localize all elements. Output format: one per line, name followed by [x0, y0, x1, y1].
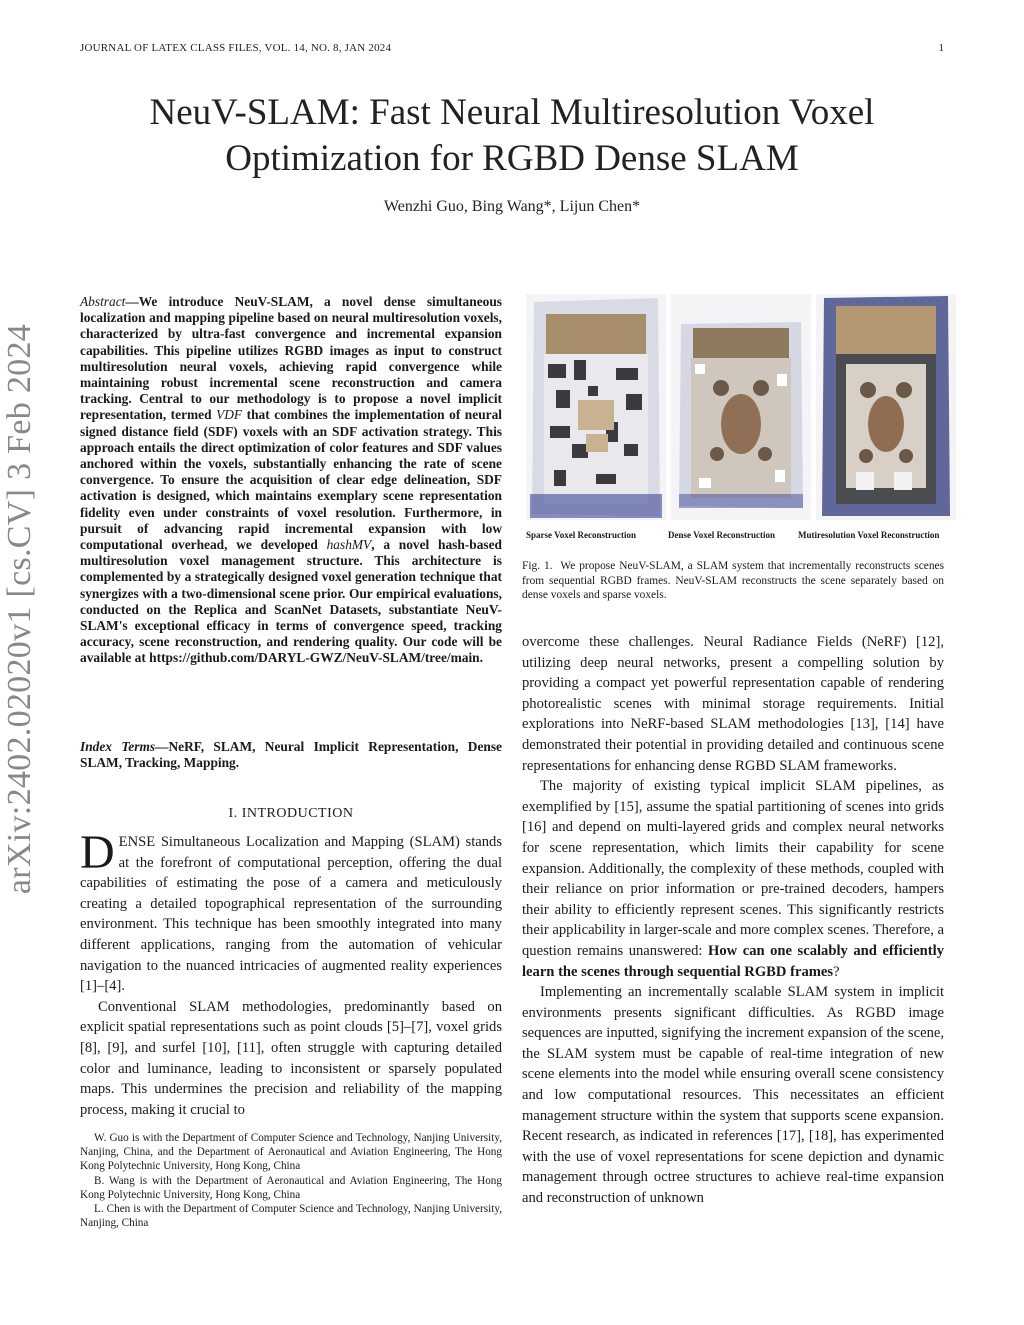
- right-p2-end: ?: [833, 963, 840, 980]
- label-sparse: Sparse Voxel Reconstruction: [526, 530, 636, 540]
- term-vdf: VDF: [216, 407, 243, 423]
- affiliation-footnotes: [80, 1131, 502, 1230]
- abstract-text-2: that combines the implementation of neural signed distance field (SDF) voxels with an SDF activation strategy. This approach entails the direct optimization of color features and SDF values anchored within the voxels, substantially enhancing the rate of scene convergence. To ensure the acquisition of clear edge delineation, SDF activation is designed, which maintains exemplary scene representation fidelity even under constraints of voxel resolution. Furthermore, in pursuit of advancing rapid incremental expansion with low computational overhead, we developed: [80, 407, 503, 553]
- figure-caption: [522, 559, 944, 603]
- section-title: INTRODUCTION: [241, 806, 354, 821]
- author-list: Wenzhi Guo, Bing Wang*, Lijun Chen*: [383, 198, 641, 215]
- caption-label: Fig. 1.: [522, 560, 553, 572]
- intro-body: [80, 826, 502, 1120]
- drop-cap: D: [80, 826, 115, 879]
- index-terms-label: Index Terms: [80, 739, 156, 754]
- abstract-text-3: , a novel hash-based multiresolution voxel management structure. This architecture is complemented by a strategically designed voxel generation technique that synergizes with a two-dimensional scene prior. Our empirical evaluations, conducted on the Replica and ScanNet Datasets, substantiate NeuV-SLAM's exceptional efficacy in terms of convergence speed, tracking accuracy, scene reconstruction, and rendering quality. Our code will be available at https://github.com/DARYL-GWZ/NeuV-SLAM/tree/main.: [80, 537, 502, 666]
- abstract-label: Abstract: [80, 294, 126, 309]
- label-dense: Dense Voxel Reconstruction: [668, 530, 775, 540]
- research-question: How can one scalably and efficiently learn the scenes through sequential RGBD frames: [522, 942, 944, 980]
- title-line-1: NeuV-SLAM: Fast Neural Multiresolution Voxel: [149, 92, 875, 133]
- figure-1-image: [526, 294, 956, 520]
- title-line-2: Optimization for RGBD Dense SLAM: [225, 138, 799, 179]
- intro-paragraph-2: Conventional SLAM methodologies, predominantly based on explicit spatial representations such as point clouds [5]–[7], voxel grids [8], [9], and surfel [10], [11], often struggle with capturing detailed color and luminance, leading to inconsistent or sparsely populated maps. This undermines the precision and reliability of the mapping process, making it crucial to: [80, 998, 502, 1118]
- multiresolution-voxel-render: [816, 294, 956, 520]
- paper-title: [0, 90, 1024, 182]
- running-header: JOURNAL OF LATEX CLASS FILES, VOL. 14, NO. 8, JAN 2024: [80, 42, 392, 54]
- label-multiresolution: Mutiresolution Voxel Reconstruction: [798, 530, 940, 540]
- right-paragraph-1: overcome these challenges. Neural Radiance Fields (NeRF) [12], utilizing deep neural networks, present a compelling solution by providing a compact yet powerful representation capable of rendering photorealistic scenes with minimal storage requirements. Initial explorations into NeRF-based SLAM methodologies [13], [14] have demonstrated their potential in providing detailed and continuous scene representations for enhancing dense RGBD SLAM frameworks.: [522, 634, 944, 774]
- right-p2-text: The majority of existing typical implicit SLAM pipelines, as exemplified by [15], assume the spatial partitioning of scenes into grids [16] and depend on multi-layered grids and complex neural networks for scene representation, which limits their capability for scene expansion. Additionally, the complexity of these methods, coupled with their reliance on prior information or pre-trained decoders, hampers their ability to efficiently represent scenes. This significantly restricts their applicability in larger-scale and more complex scenes. Therefore, a question remains unanswered:: [522, 778, 944, 959]
- abstract-text-1: —We introduce NeuV-SLAM, a novel dense simultaneous localization and mapping pipeline based on neural multiresolution voxels, characterized by ultra-fast convergence and incremental expansion capabilities. This pipeline utilizes RGBD images as input to construct multiresolution neural voxels, achieving rapid convergence while maintaining robust incremental scene reconstruction and camera tracking. Central to our methodology is to propose a novel implicit representation, termed: [80, 294, 502, 423]
- dense-voxel-render: [671, 294, 811, 520]
- intro-p1-text: ENSE Simultaneous Localization and Mapping (SLAM) stands at the forefront of computational perception, offering the dual capabilities of estimating the pose of a camera and meticulously creating a detailed topographical representation of the surrounding environment. This technique has been smoothly integrated into many different applications, ranging from the automation of vehicular navigation to the nuanced intricacies of augmented reality experiences [1]–[4].: [80, 834, 502, 995]
- right-column-body: [522, 632, 944, 1209]
- section-heading: [80, 806, 502, 822]
- caption-text: We propose NeuV-SLAM, a SLAM system that incrementally reconstructs scenes from sequential RGBD frames. NeuV-SLAM reconstructs the scene separately based on dense voxels and sparse voxels.: [522, 560, 945, 602]
- right-paragraph-2: [522, 776, 944, 982]
- intro-paragraph-1: [80, 826, 502, 997]
- footnote-2: B. Wang is with the Department of Aeronautical and Aviation Engineering, The Hong Kong Polytechnic University, Hong Kong, China: [80, 1174, 502, 1201]
- index-terms: [80, 739, 502, 771]
- footnote-1: W. Guo is with the Department of Computer Science and Technology, Nanjing University, Nanjing, China, and the Department of Aeronautical and Aviation Engineering, The Hong Kong Polytechnic University, Hong Kong, China: [80, 1132, 502, 1173]
- term-hashmv: hashMV: [326, 537, 372, 553]
- arxiv-identifier: arXiv:2402.02020v1 [cs.CV] 3 Feb 2024: [1, 323, 38, 895]
- section-number: I.: [228, 806, 238, 821]
- right-paragraph-3: Implementing an incrementally scalable SLAM system in implicit environments presents significant difficulties. As RGBD image sequences are inputted, signifying the increment expansion of the scene, the SLAM system must be capable of real-time integration of new scene elements into the model while ensuring overall scene consistency and low computational resources. This necessitates an efficient management structure within the system that supports scene expansion. Recent research, as indicated in references [17], [18], has experimented with the use of voxel representations for scene depiction and dynamic management through octree structures to achieve real-time expansion and reconstruction of unknown: [522, 984, 944, 1207]
- page-number: 1: [938, 42, 944, 54]
- footnote-3: L. Chen is with the Department of Computer Science and Technology, Nanjing University, Nanjing, China: [80, 1203, 502, 1230]
- abstract: [80, 294, 502, 667]
- index-terms-text: —NeRF, SLAM, Neural Implicit Representation, Dense SLAM, Tracking, Mapping.: [80, 739, 502, 771]
- sparse-voxel-render: [526, 294, 666, 520]
